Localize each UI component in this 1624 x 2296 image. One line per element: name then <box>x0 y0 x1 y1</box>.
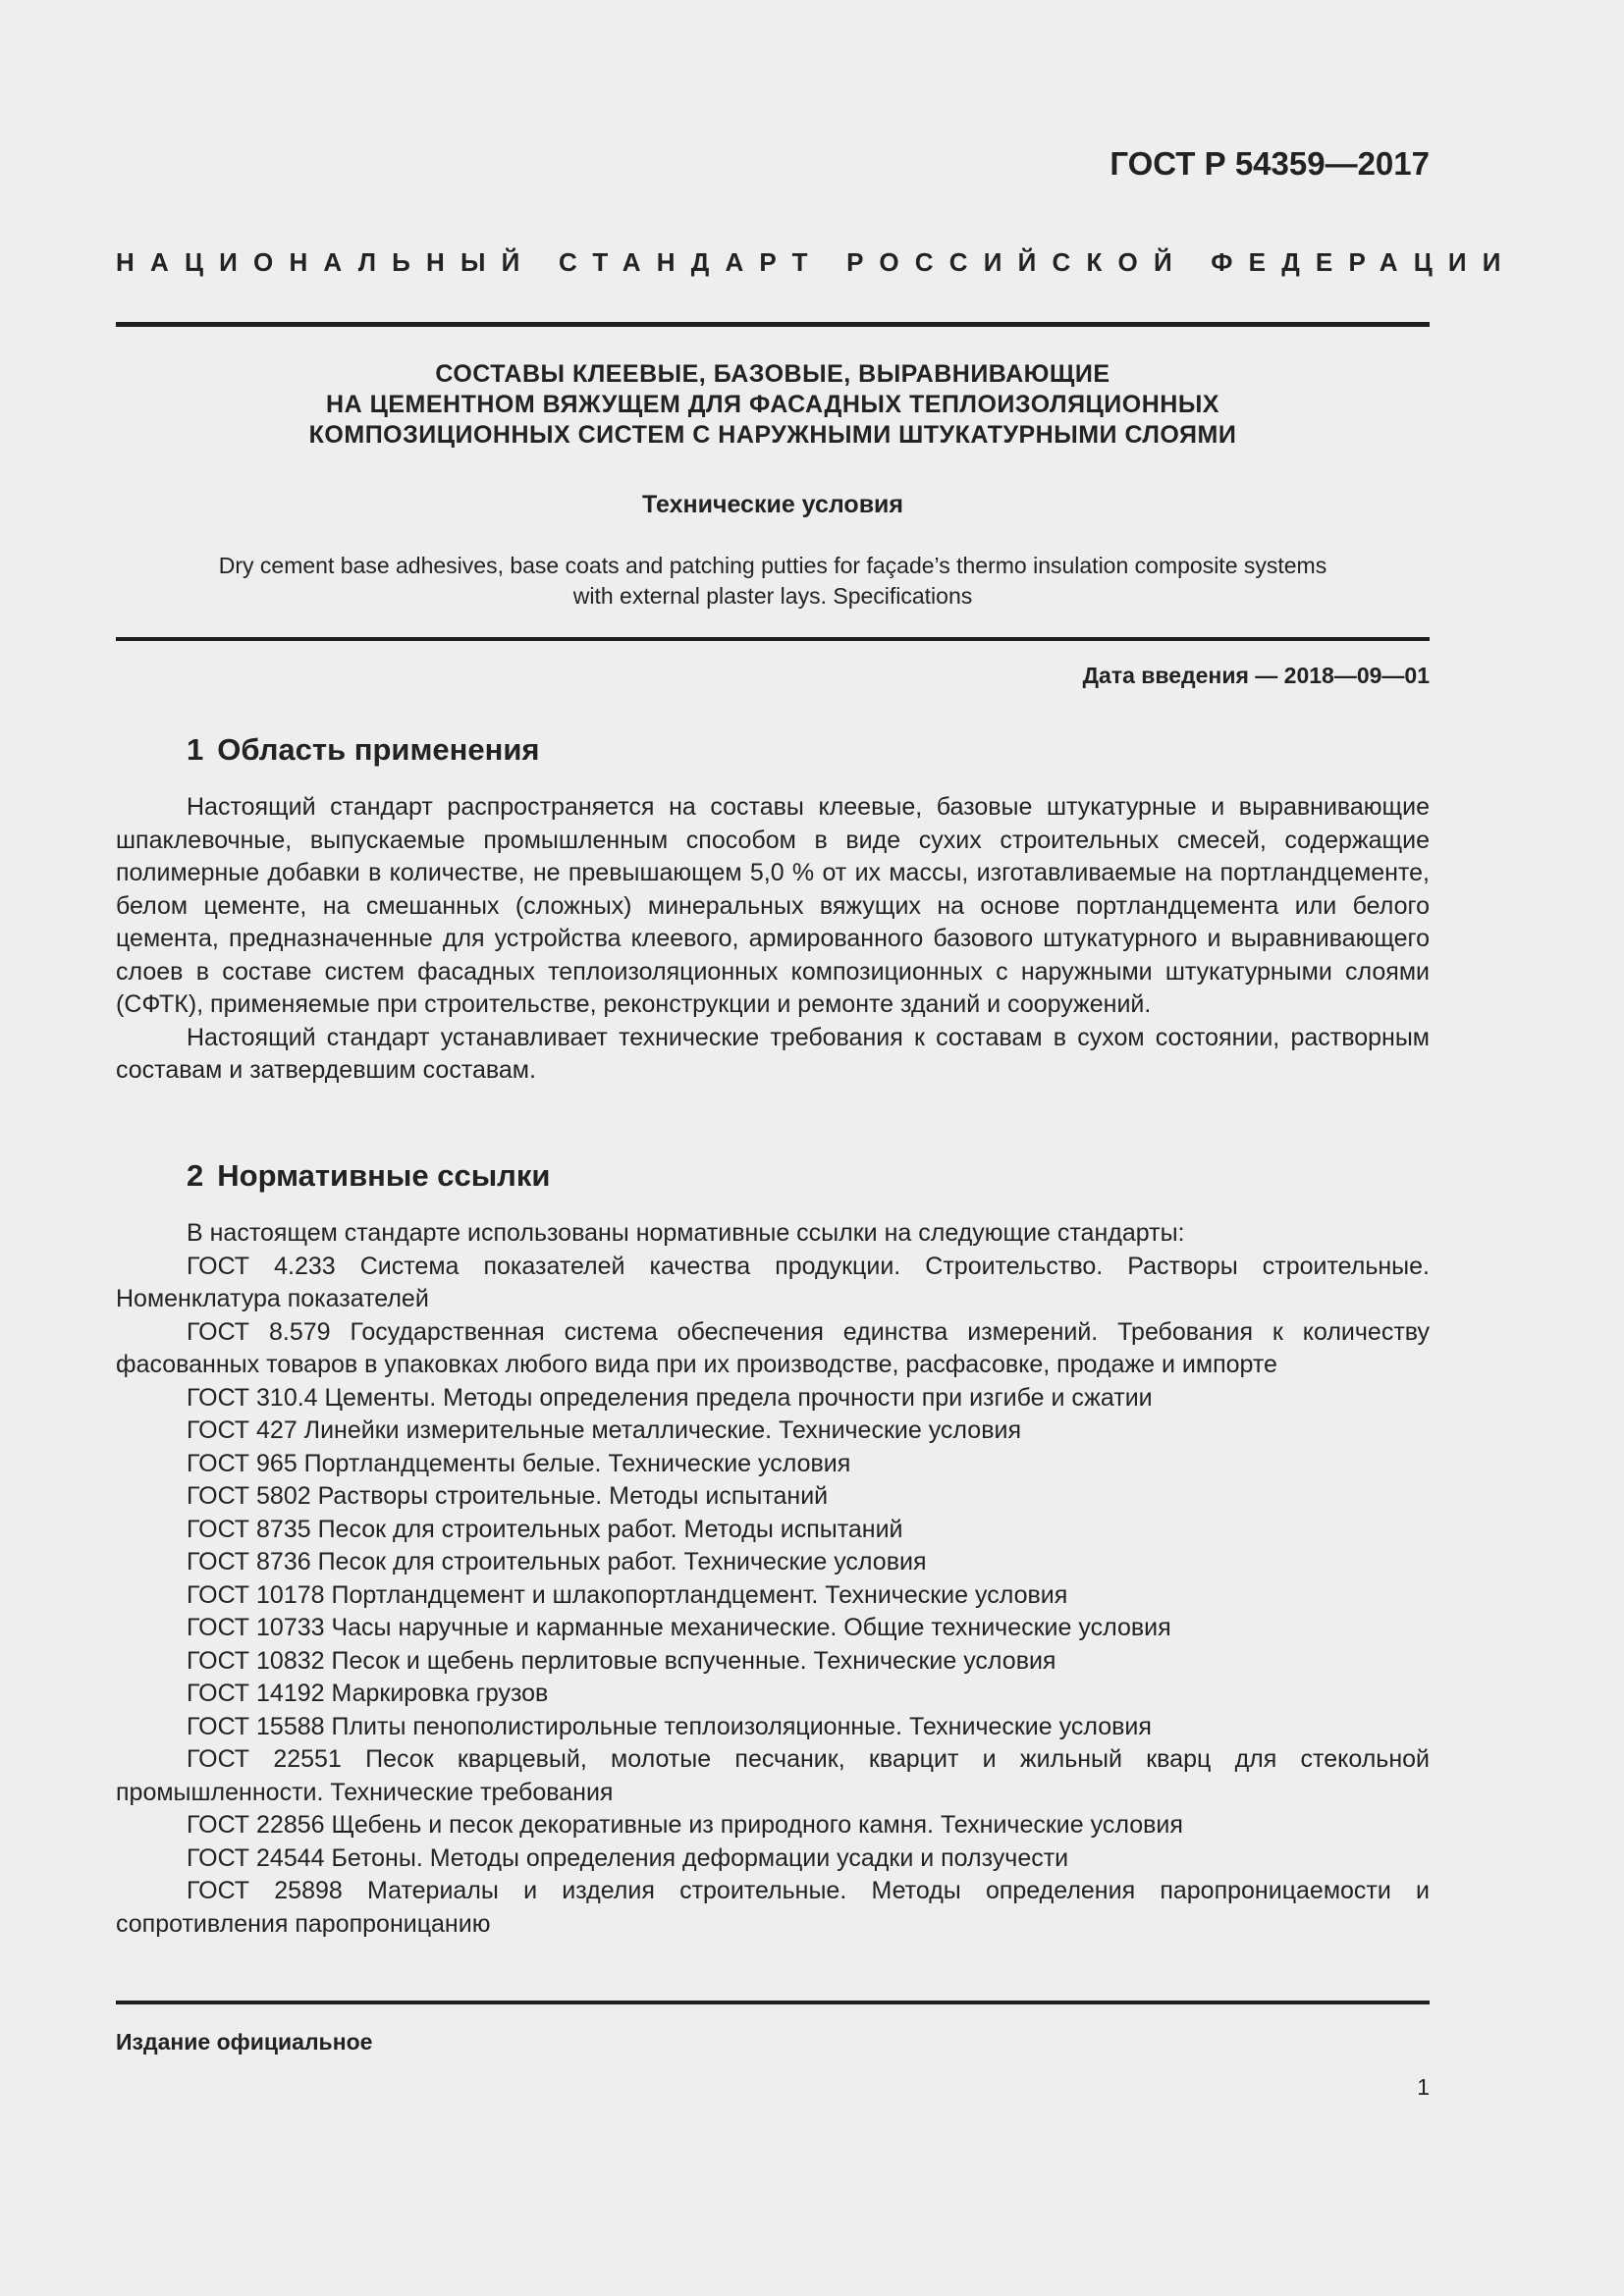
reference-item: ГОСТ 10733 Часы наручные и карманные механические. Общие технические условия <box>187 1614 1171 1641</box>
reference-item: ГОСТ 965 Портландцементы белые. Технические условия <box>187 1449 851 1477</box>
reference-item: ГОСТ 14192 Маркировка грузов <box>187 1680 549 1707</box>
section-2-heading <box>187 1158 550 1194</box>
reference-item: ГОСТ 5802 Растворы строительные. Методы испытаний <box>187 1482 829 1510</box>
official-edition-label: Издание официальное <box>116 2029 373 2055</box>
title-line: СОСТАВЫ КЛЕЕВЫЕ, БАЗОВЫЕ, ВЫРАВНИВАЮЩИЕ <box>435 360 1110 388</box>
section-2-body <box>116 1217 1430 1941</box>
references-intro: В настоящем стандарте использованы нормативные ссылки на следующие стандарты: <box>187 1219 1185 1247</box>
section-number: 2 <box>187 1158 204 1193</box>
section-1-heading <box>187 732 540 768</box>
english-title-line: Dry cement base adhesives, base coats and patching putties for façade’s thermo insulation composite systems <box>218 553 1327 578</box>
section-title: Область применения <box>217 732 540 767</box>
reference-item: ГОСТ 24544 Бетоны. Методы определения деформации усадки и ползучести <box>187 1843 1069 1872</box>
english-title-line: with external plaster lays. Specifications <box>572 583 973 609</box>
section-1-body <box>116 791 1430 1088</box>
title-line: КОМПОЗИЦИОННЫХ СИСТЕМ С НАРУЖНЫМИ ШТУКАТУРНЫМИ СЛОЯМИ <box>308 421 1237 449</box>
page-number: 1 <box>1417 2074 1430 2100</box>
english-title <box>116 551 1430 612</box>
footer-divider <box>116 2001 1430 2004</box>
document-subtitle: Технические условия <box>641 491 904 518</box>
reference-item: ГОСТ 22551 Песок кварцевый, молотые песчаник, кварцит и жильный кварц для стекольной промышленности. Технические требования <box>116 1745 1430 1806</box>
reference-item: ГОСТ 15588 Плиты пенополистирольные теплоизоляционные. Технические условия <box>187 1712 1152 1740</box>
top-divider <box>116 322 1430 327</box>
reference-item: ГОСТ 25898 Материалы и изделия строительные. Методы определения паропроницаемости и сопротивления паропроницанию <box>116 1877 1430 1938</box>
reference-item: ГОСТ 10178 Портландцемент и шлакопортландцемент. Технические условия <box>187 1580 1068 1609</box>
reference-item: ГОСТ 8736 Песок для строительных работ. Технические условия <box>187 1548 927 1575</box>
title-divider <box>116 637 1430 641</box>
reference-item: ГОСТ 427 Линейки измерительные металлические. Технические условия <box>187 1416 1021 1444</box>
reference-item: ГОСТ 8.579 Государственная система обеспечения единства измерений. Требования к количеству фасованных товаров в упаковках любого вида при их производстве, расфасовке, продаже и импорте <box>116 1317 1430 1378</box>
introduction-date: Дата введения — 2018—09—01 <box>1082 663 1430 688</box>
reference-item: ГОСТ 310.4 Цементы. Методы определения предела прочности при изгибе и сжатии <box>187 1383 1153 1412</box>
document-page <box>116 0 1517 2296</box>
reference-item: ГОСТ 10832 Песок и щебень перлитовые вспученные. Технические условия <box>187 1646 1056 1675</box>
paragraph: Настоящий стандарт устанавливает технические требования к составам в сухом состоянии, растворным составам и затвердевшим составам. <box>116 1023 1430 1084</box>
reference-item: ГОСТ 8735 Песок для строительных работ. Методы испытаний <box>187 1515 903 1543</box>
document-title <box>116 359 1430 451</box>
document-number: ГОСТ Р 54359—2017 <box>1110 145 1430 182</box>
reference-item: ГОСТ 4.233 Система показателей качества продукции. Строительство. Растворы строительные. Номенклатура показателей <box>116 1252 1430 1312</box>
national-standard-header: НАЦИОНАЛЬНЫЙ СТАНДАРТ РОССИЙСКОЙ ФЕДЕРАЦИИ <box>116 247 1517 277</box>
section-title: Нормативные ссылки <box>217 1158 551 1193</box>
reference-item: ГОСТ 22856 Щебень и песок декоративные из природного камня. Технические условия <box>187 1811 1183 1839</box>
title-line: НА ЦЕМЕНТНОМ ВЯЖУЩЕМ ДЛЯ ФАСАДНЫХ ТЕПЛОИЗОЛЯЦИОННЫХ <box>326 391 1219 418</box>
section-number: 1 <box>187 732 204 767</box>
paragraph: Настоящий стандарт распространяется на составы клеевые, базовые штукатурные и выравнивающие шпаклевочные, выпускаемые промышленным способом в виде сухих строительных смесей, содержащие полимерные добавки в количестве, не превышающем 5,0 % от их массы, изготавливаемые на портландцементе, белом цементе, на смешанных (сложных) минеральных вяжущих на основе портландцемента или белого цемента, предназначенные для устройства клеевого, армированного базового штукатурного и выравнивающего слоев в составе систем фасадных теплоизоляционных композиционных с наружными штукатурными слоями (СФТК), применяемые при строительстве, реконструкции и ремонте зданий и сооружений. <box>116 793 1430 1018</box>
